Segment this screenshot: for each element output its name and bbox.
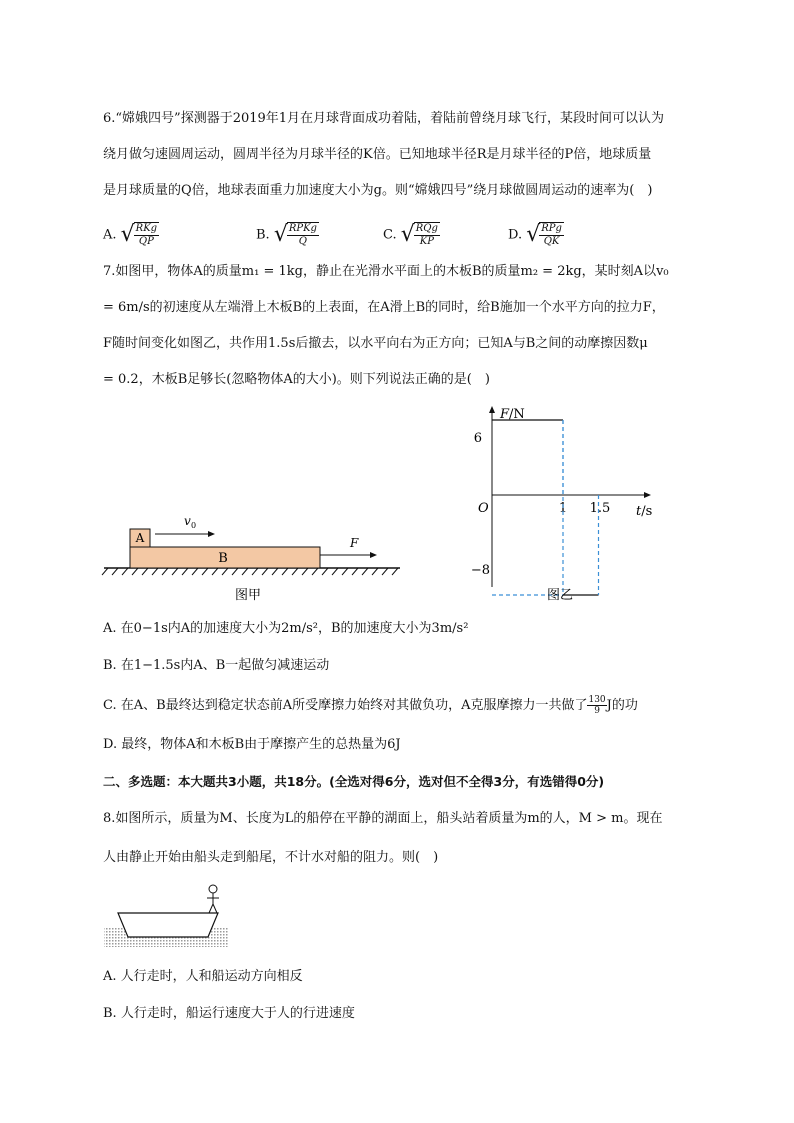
sqrt-icon: √ $\frac{\text{RPg}}{QK}$ (526, 222, 564, 248)
boat-hull (118, 913, 218, 937)
y-tick-6: 6 (473, 431, 482, 446)
x-axis-label: t/s (636, 504, 653, 519)
y-tick-minus8: −8 (470, 563, 490, 578)
person-head (209, 885, 217, 893)
figure-b-chart (460, 405, 660, 610)
person-leg-left (209, 904, 213, 913)
sqrt-icon: √ $\frac{\text{RKg}}{QP}$ (121, 222, 159, 248)
q7-line4: = 0.2，木板B足够长(忽略物体A的大小)。则下列说法正确的是( ) (103, 372, 490, 387)
v0-arrowhead (208, 531, 215, 537)
q7-line1: 7.如图甲，物体A的质量m₁ = 1kg，静止在光滑水平面上的木板B的质量m₂ = 2kg，某时刻A以v₀ (103, 264, 669, 279)
q6-line1: 6.“嫦娥四号”探测器于2019年1月在月球背面成功着陆，着陆前曾绕月球飞行，某段时间可以认为 (103, 111, 665, 126)
origin-label: O (478, 501, 489, 516)
force-label: F (350, 536, 359, 550)
figure-a-caption: 图甲 (234, 588, 262, 603)
q7-line2: = 6m/s的初速度从左端滑上木板B的上表面，在A滑上B的同时，给B施加一个水平方向的拉力F， (103, 300, 665, 315)
q7-option-a: A. 在0−1s内A的加速度大小为2m/s²，B的加速度大小为3m/s² (103, 621, 469, 636)
v0-subscript: 0 (191, 521, 197, 530)
q7-line3: F随时间变化如图乙，共作用1.5s后撤去，以水平向右为正方向；已知A与B之间的动摩擦因数μ (103, 336, 648, 351)
ground-hatch (102, 568, 398, 575)
q6-option-a: A. √ $\frac{\text{RKg}}{QP}$ (103, 222, 159, 248)
x-tick-1-5: 1.5 (589, 501, 611, 516)
q8-option-a: A. 人行走时，人和船运动方向相反 (103, 969, 303, 984)
board-b-label: B (218, 551, 228, 566)
figure-b-caption: 图乙 (546, 588, 574, 603)
sqrt-icon: √ $\frac{\text{RPKg}}{Q}$ (274, 222, 319, 248)
figure-a-block-board (100, 505, 405, 610)
section-2-heading: 二、多选题：本大题共3小题，共18分。(全选对得6分，选对但不全得3分，有选错得0分) (103, 774, 605, 789)
block-a-label: A (135, 531, 145, 545)
y-axis-label: F/N (500, 407, 525, 422)
q6-line3: 是月球质量的Q倍，地球表面重力加速度大小为g。则“嫦娥四号”绕月球做圆周运动的速率为( ) (103, 183, 653, 198)
q7-option-d: D. 最终，物体A和木板B由于摩擦产生的总热量为6J (103, 737, 401, 752)
fraction-130-9: $\frac{130}{9}$ (588, 695, 606, 716)
person-leg-right (213, 904, 217, 913)
q6-option-d: D. √ $\frac{\text{RPg}}{QK}$ (508, 222, 564, 248)
q6-option-b: B. √ $\frac{\text{RPKg}}{Q}$ (256, 222, 319, 248)
figure-boat (100, 880, 235, 952)
sqrt-icon: √ $\frac{\text{RQg}}{KP}$ (401, 222, 440, 248)
q6-option-c: C. √ $\frac{\text{RQg}}{KP}$ (383, 222, 440, 248)
q8-line2: 人由静止开始由船头走到船尾，不计水对船的阻力。则( ) (103, 850, 439, 865)
x-tick-1: 1 (558, 501, 568, 516)
x-axis-arrowhead (644, 492, 651, 498)
force-arrowhead (370, 552, 377, 558)
q8-line1: 8.如图所示，质量为M、长度为L的船停在平静的湖面上，船头站着质量为m的人，M > m。现在 (103, 811, 663, 826)
q7-option-b: B. 在1−1.5s内A、B一起做匀减速运动 (103, 658, 330, 673)
y-axis-arrowhead (489, 406, 495, 413)
q8-option-b: B. 人行走时，船运行速度大于人的行进速度 (103, 1006, 355, 1021)
q6-line2: 绕月做匀速圆周运动，圆周半径为月球半径的K倍。已知地球半径R是月球半径的P倍，地球质量 (103, 147, 652, 162)
q7-option-c: C. 在A、B最终达到稳定状态前A所受摩擦力始终对其做负功，A克服摩擦力一共做了 $\frac{130}{9}$ J的功 (103, 695, 638, 716)
v0-label: v (184, 514, 191, 528)
